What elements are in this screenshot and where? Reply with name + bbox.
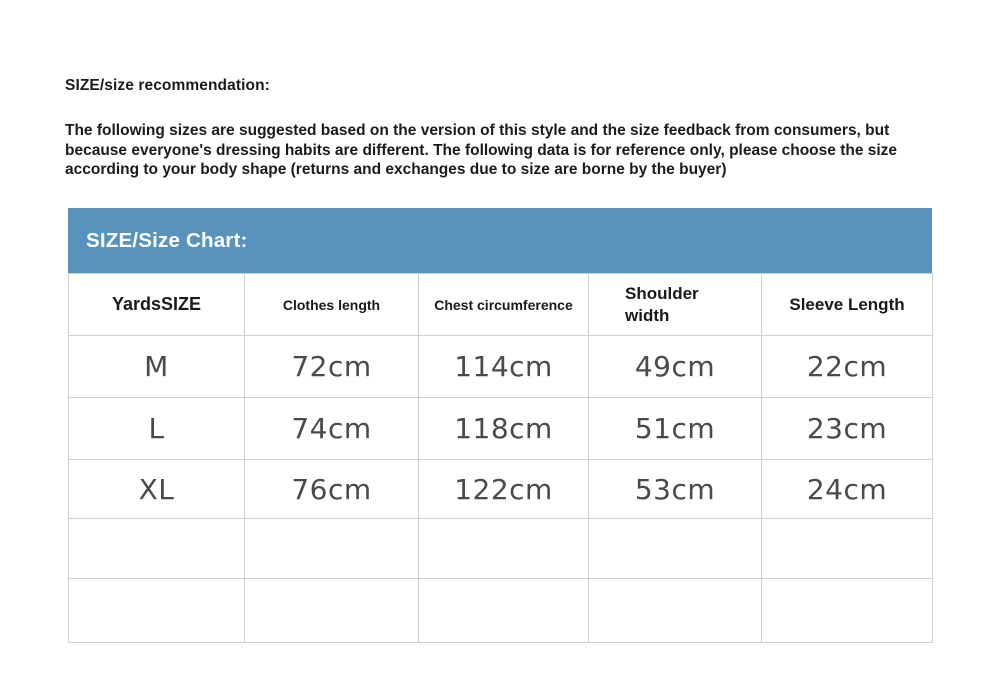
size-chart-table	[68, 273, 933, 643]
table-row-empty	[69, 579, 933, 643]
shoulder-width-cell: 51cm	[589, 398, 762, 460]
size-chart-banner-title: SIZE/Size Chart:	[86, 228, 248, 252]
table-row-size-l	[69, 398, 933, 460]
empty-cell	[245, 579, 419, 643]
empty-cell	[245, 519, 419, 579]
empty-cell	[589, 519, 762, 579]
column-header-chest-circumference: Chest circumference	[419, 274, 589, 336]
clothes-length-cell: 76cm	[245, 460, 419, 519]
size-cell: XL	[69, 460, 245, 519]
column-header-clothes-length: Clothes length	[245, 274, 419, 336]
table-row-empty	[69, 519, 933, 579]
table-row-size-m	[69, 336, 933, 398]
column-header-shoulder-width-label: Shoulder width	[625, 283, 699, 325]
empty-cell	[69, 579, 245, 643]
empty-cell	[762, 579, 933, 643]
size-chart-banner	[68, 208, 932, 273]
size-cell: M	[69, 336, 245, 398]
chest-circumference-cell: 114cm	[419, 336, 589, 398]
sleeve-length-cell: 23cm	[762, 398, 933, 460]
empty-cell	[589, 579, 762, 643]
size-cell: L	[69, 398, 245, 460]
table-row-size-xl	[69, 460, 933, 519]
section-heading: SIZE/size recommendation:	[65, 77, 270, 94]
size-advice-text: The following sizes are suggested based on the version of this style and the size feedback from consumers, but because everyone's dressing habits are different. The following data is for reference only, please choose the size according to your body shape (returns and exchanges due to size are borne by the buyer)	[65, 122, 898, 178]
column-header-sleeve-length: Sleeve Length	[762, 274, 933, 336]
clothes-length-cell: 72cm	[245, 336, 419, 398]
sleeve-length-cell: 22cm	[762, 336, 933, 398]
shoulder-width-cell: 53cm	[589, 460, 762, 519]
column-header-yards-size: YardsSIZE	[69, 274, 245, 336]
shoulder-width-cell: 49cm	[589, 336, 762, 398]
empty-cell	[69, 519, 245, 579]
chest-circumference-cell: 122cm	[419, 460, 589, 519]
clothes-length-cell: 74cm	[245, 398, 419, 460]
table-header-row	[69, 274, 933, 336]
sleeve-length-cell: 24cm	[762, 460, 933, 519]
column-header-shoulder-width	[589, 274, 762, 336]
empty-cell	[419, 579, 589, 643]
empty-cell	[762, 519, 933, 579]
chest-circumference-cell: 118cm	[419, 398, 589, 460]
empty-cell	[419, 519, 589, 579]
